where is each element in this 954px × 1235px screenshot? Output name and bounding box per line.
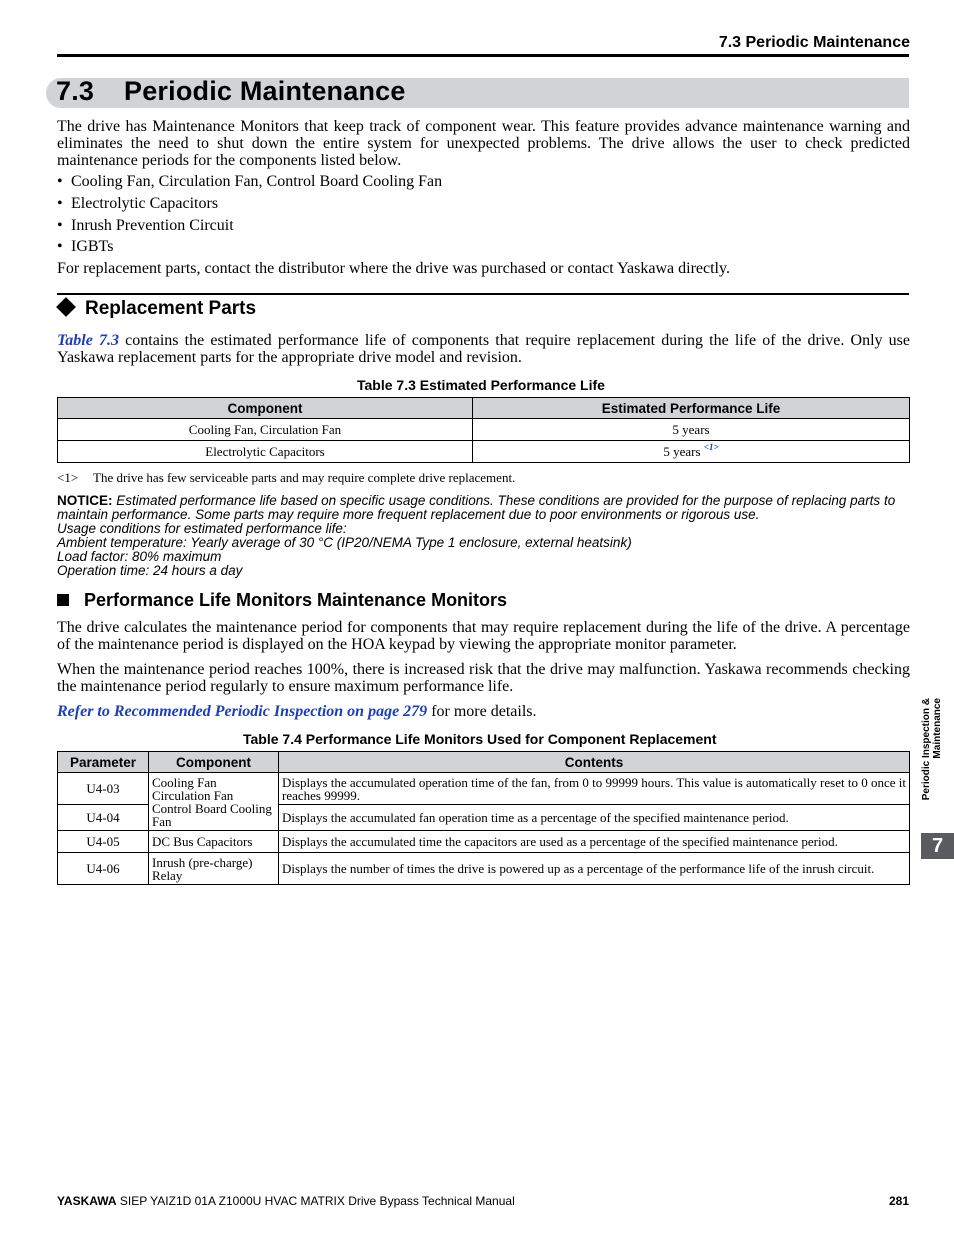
table-cell: Displays the number of times the drive is powered up as a percentage of the performance life of the inrush circuit. (279, 853, 910, 885)
list-item: • IGBTs (57, 238, 114, 255)
list-item: • Electrolytic Capacitors (57, 195, 219, 212)
table-cell: Electrolytic Capacitors (58, 441, 473, 463)
notice-label: NOTICE: (57, 493, 113, 508)
table-row (58, 419, 910, 441)
footer-brand: YASKAWA (57, 1194, 117, 1208)
table-cell: Cooling Fan Circulation Fan Control Board Cooling Fan (149, 773, 279, 831)
replacement-paragraph: Table 7.3 contains the estimated performance life of components that require replacement during the life of the drive. Only use Yaskawa replacement parts for the appropriate drive model and revision. (57, 332, 910, 366)
table-cell: U4-06 (58, 853, 149, 885)
table-cell: DC Bus Capacitors (149, 831, 279, 853)
monitors-paragraph: The drive calculates the maintenance period for components that may require replacement during the life of the drive. A percentage of the maintenance period is displayed on the HOA keypad by viewing the appropriate monitor parameter. (57, 619, 910, 653)
table-cell: 5 years (473, 419, 910, 441)
table-cell: U4-04 (58, 805, 149, 831)
table-row (58, 441, 910, 463)
table-cell: Displays the accumulated time the capacitors are used as a percentage of the specified maintenance period. (279, 831, 910, 853)
table-row (58, 853, 910, 885)
page-number: 281 (888, 1194, 909, 1208)
subsection-rule (57, 293, 909, 295)
table-cell: Inrush (pre-charge) Relay (149, 853, 279, 885)
section-number: 7.3 (56, 76, 95, 106)
footer-manual-title: YASKAWA SIEP YAIZ1D 01A Z1000U HVAC MATRIX Drive Bypass Technical Manual (57, 1194, 515, 1208)
table-cell: Cooling Fan, Circulation Fan (58, 419, 473, 441)
running-header: 7.3 Periodic Maintenance (718, 34, 910, 51)
intro-paragraph: The drive has Maintenance Monitors that keep track of component wear. This feature provides advance maintenance warning and eliminates the need to shut down the entire system for unexpected problems. The drive allows the user to check predicted maintenance periods for the components listed below. (57, 118, 910, 169)
table-caption: Table 7.3 Estimated Performance Life (357, 377, 605, 393)
periodic-inspection-link[interactable]: Refer to Recommended Periodic Inspection on page 279 (57, 703, 428, 720)
diamond-icon (56, 297, 76, 317)
monitors-paragraph: When the maintenance period reaches 100%, there is increased risk that the drive may malfunction. Yaskawa recommends checking the maintenance period regularly to ensure maximum performance life. (57, 661, 910, 695)
table-cell: 5 years $^{<1>}$ (473, 441, 910, 463)
subsection-heading: Replacement Parts (57, 298, 256, 320)
column-header: Contents (279, 752, 910, 773)
column-header: Component (58, 398, 473, 419)
list-item: • Inrush Prevention Circuit (57, 217, 234, 234)
performance-life-table (57, 397, 910, 463)
monitors-heading: Performance Life Monitors Maintenance Monitors (57, 590, 507, 611)
column-header: Parameter (58, 752, 149, 773)
section-title (56, 76, 406, 107)
chapter-tab[interactable]: 7 (921, 833, 954, 859)
chapter-side-label: Periodic Inspection & Maintenance (921, 698, 943, 801)
table-caption: Table 7.4 Performance Life Monitors Used for Component Replacement (243, 731, 717, 747)
section-title-text: Periodic Maintenance (124, 76, 406, 106)
monitors-table (57, 751, 910, 885)
reference-paragraph: Refer to Recommended Periodic Inspection on page 279 for more details. (57, 703, 537, 720)
list-item: • Cooling Fan, Circulation Fan, Control Board Cooling Fan (57, 173, 443, 190)
footnote-link[interactable]: <1> (703, 441, 719, 452)
header-rule (57, 54, 909, 57)
table-row (58, 773, 910, 805)
square-icon (57, 594, 69, 606)
table-cell: U4-03 (58, 773, 149, 805)
column-header: Estimated Performance Life (473, 398, 910, 419)
table-cell: U4-05 (58, 831, 149, 853)
column-header: Component (149, 752, 279, 773)
table-row (58, 831, 910, 853)
table-cell: Displays the accumulated operation time of the fan, from 0 to 99999 hours. This value is automatically reset to 0 once it reaches 99999. (279, 773, 910, 805)
notice-block: NOTICE: Estimated performance life based on specific usage conditions. These conditions are provided for the purpose of replacing parts to maintain performance. Some parts may require more frequent replacement due to poor environments or rigorous use. Usage conditions for estimated performance life: Ambient temperature: Yearly average of 30 °C (IP20/NEMA Type 1 enclosure, external heatsink) Load factor: 80% maximum Operation time: 24 hours a day (57, 493, 896, 578)
intro-closing: For replacement parts, contact the distributor where the drive was purchased or contact Yaskawa directly. (57, 260, 730, 277)
table-7-3-link[interactable]: Table 7.3 (57, 332, 120, 349)
table-cell: Displays the accumulated fan operation time as a percentage of the specified maintenance period. (279, 805, 910, 831)
footnote: <1> The drive has few serviceable parts and may require complete drive replacement. (57, 470, 516, 485)
